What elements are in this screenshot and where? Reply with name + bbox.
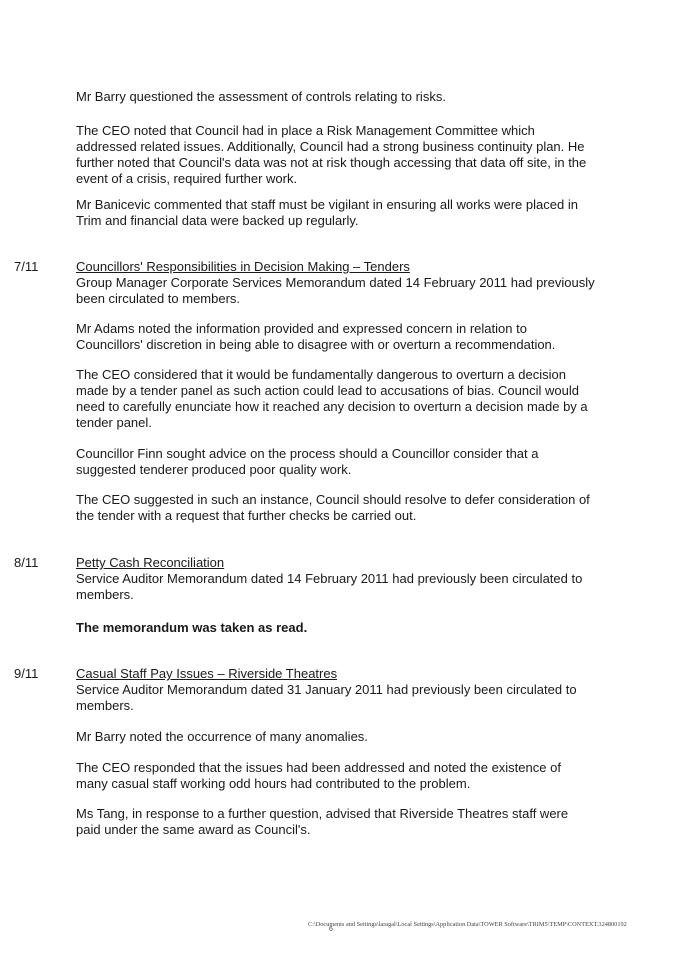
paragraph-ceo-responded: The CEO responded that the issues had been addressed and noted the existence of many casual staff working odd hours had contributed to the problem. (76, 760, 561, 791)
paragraph-memorandum-casual-staff: Service Auditor Memorandum dated 31 January 2011 had previously been circulated to members. (76, 682, 577, 713)
paragraph-barry-risk: Mr Barry questioned the assessment of controls relating to risks. (76, 89, 446, 104)
paragraph-ceo-defer: The CEO suggested in such an instance, Council should resolve to defer consideration of the tender with a request that further checks be carried out. (76, 492, 590, 523)
paragraph-adams: Mr Adams noted the information provided and expressed concern in relation to Councillors' discretion in being able to disagree with or overturn a recommendation. (76, 321, 556, 352)
footer-file-path: C:\Documents and Settings\laragal\Local Settings\Application Data\TOWER Software\TRIM5\TEMP\CONTEXT.324800192 (308, 921, 627, 928)
paragraph-ceo-tender-panel: The CEO considered that it would be fundamentally dangerous to overturn a decision made by a tender panel as such action could lead to accusations of bias. Council would need to carefully enunciate how it reached any decision to overturn a decision made by a tender panel. (76, 367, 588, 430)
item-heading-casual-staff: Casual Staff Pay Issues – Riverside Theatres (76, 666, 338, 681)
paragraph-finn: Councillor Finn sought advice on the process should a Councillor consider that a suggested tenderer produced poor quality work. (76, 446, 539, 477)
item-number-9-11: 9/11 (14, 666, 39, 681)
paragraph-barry-anomalies: Mr Barry noted the occurrence of many anomalies. (76, 729, 368, 744)
paragraph-memorandum-tenders: Group Manager Corporate Services Memorandum dated 14 February 2011 had previously been circulated to members. (76, 275, 595, 306)
page-number: 6 (329, 926, 333, 933)
paragraph-ceo-risk-committee: The CEO noted that Council had in place a Risk Management Committee which addressed related issues. Additionally, Council had a strong business continuity plan. He further noted that Council's data was not at risk though accessing that data off site, in the event of a crisis, required further work. (76, 123, 587, 186)
paragraph-taken-as-read: The memorandum was taken as read. (76, 620, 308, 635)
paragraph-banicevic: Mr Banicevic commented that staff must be vigilant in ensuring all works were placed in Trim and financial data were backed up regularly. (76, 197, 578, 228)
item-heading-petty-cash: Petty Cash Reconciliation (76, 555, 225, 570)
paragraph-tang: Ms Tang, in response to a further question, advised that Riverside Theatres staff were paid under the same award as Council's. (76, 806, 569, 837)
item-number-8-11: 8/11 (14, 555, 39, 570)
item-heading-tenders: Councillors' Responsibilities in Decision Making – Tenders (76, 259, 410, 274)
item-number-7-11: 7/11 (14, 259, 39, 274)
paragraph-memorandum-petty-cash: Service Auditor Memorandum dated 14 February 2011 had previously been circulated to members. (76, 571, 583, 602)
